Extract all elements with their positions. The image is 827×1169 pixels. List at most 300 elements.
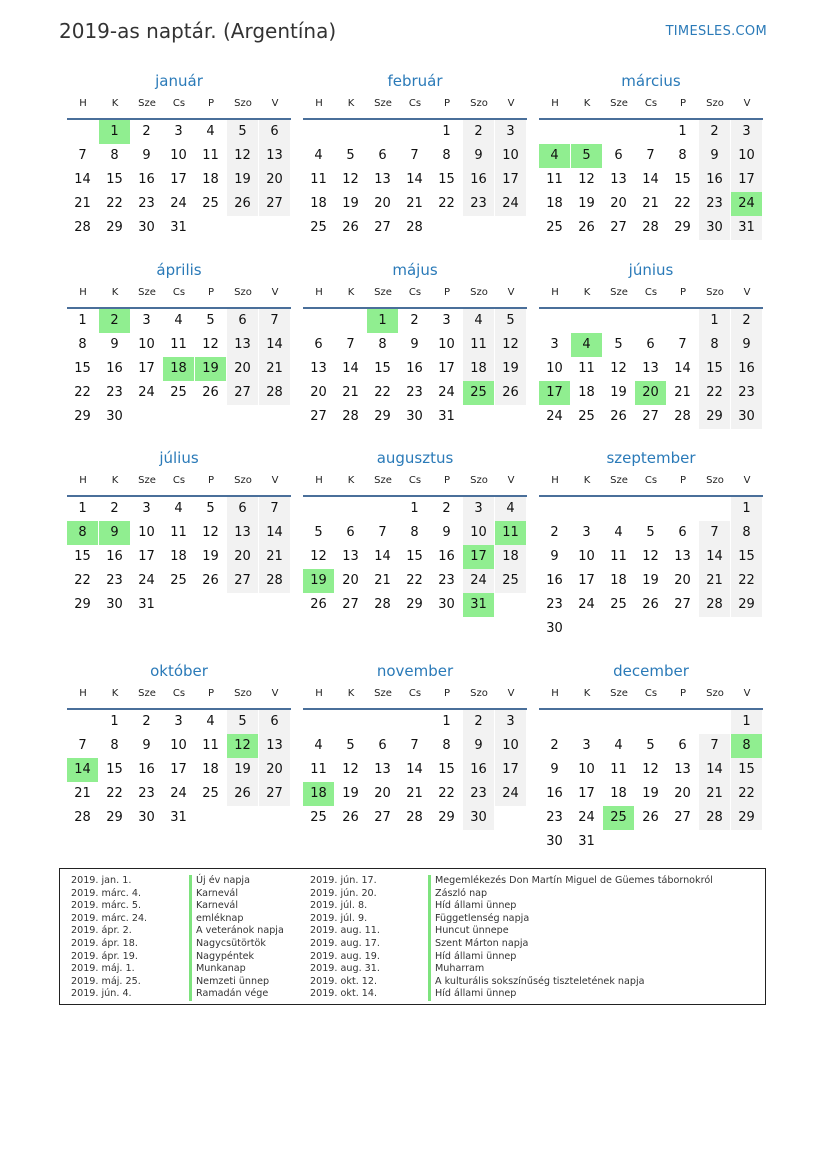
day-cell: 4 — [495, 497, 526, 521]
day-grid — [67, 710, 291, 830]
weekday-label: K — [347, 98, 355, 109]
day-cell: 7 — [378, 525, 387, 540]
day-cell: 3 — [174, 124, 183, 139]
day-cell: 7 — [78, 738, 87, 753]
month-name: február — [387, 72, 443, 90]
day-cell: 17 — [495, 168, 526, 192]
legend-holiday-name: Karnevál — [189, 888, 238, 901]
weekday-header — [303, 471, 527, 497]
day-cell: 1 — [442, 714, 451, 729]
day-cell: 21 — [74, 196, 91, 211]
legend-row — [71, 913, 284, 926]
holiday-day-cell: 25 — [463, 381, 494, 405]
day-cell: 20 — [610, 196, 627, 211]
day-cell: 11 — [546, 172, 563, 187]
day-cell: 14 — [74, 172, 91, 187]
empty-cell — [335, 710, 366, 734]
legend-holiday-name: Híd állami ünnep — [428, 951, 516, 964]
day-grid — [67, 497, 291, 617]
holiday-day-cell: 2 — [99, 309, 130, 333]
weekday-label: Szo — [706, 475, 724, 486]
day-cell: 8 — [678, 148, 687, 163]
weekday-label: K — [111, 688, 119, 699]
day-cell: 22 — [699, 381, 730, 405]
day-cell: 26 — [202, 385, 219, 400]
day-cell: 1 — [731, 710, 762, 734]
day-cell: 2 — [463, 710, 494, 734]
weekday-label: Sze — [610, 98, 628, 109]
day-cell: 31 — [731, 216, 762, 240]
legend-date: 2019. júl. 8. — [310, 900, 368, 912]
day-cell: 28 — [674, 409, 691, 424]
day-cell: 21 — [374, 573, 391, 588]
day-cell: 27 — [374, 810, 391, 825]
day-cell: 2 — [550, 738, 559, 753]
day-cell: 21 — [674, 385, 691, 400]
weekday-label: H — [551, 688, 559, 699]
day-cell: 26 — [610, 409, 627, 424]
day-grid — [67, 120, 291, 240]
day-cell: 13 — [227, 333, 258, 357]
weekday-label: K — [111, 287, 119, 298]
month-name: március — [621, 72, 681, 90]
legend-row — [310, 925, 713, 938]
day-cell: 9 — [699, 144, 730, 168]
day-cell: 30 — [546, 834, 563, 849]
day-cell: 13 — [310, 361, 327, 376]
day-cell: 28 — [259, 381, 290, 405]
day-cell: 10 — [170, 738, 187, 753]
weekday-label: K — [347, 688, 355, 699]
day-cell: 16 — [463, 168, 494, 192]
empty-cell — [539, 120, 570, 144]
empty-cell — [303, 497, 334, 521]
day-cell: 4 — [614, 525, 623, 540]
day-cell: 9 — [463, 734, 494, 758]
weekday-header — [539, 283, 763, 309]
day-cell: 26 — [578, 220, 595, 235]
day-grid — [539, 309, 763, 429]
weekday-header — [303, 283, 527, 309]
day-cell: 11 — [310, 172, 327, 187]
day-cell: 20 — [674, 573, 691, 588]
day-cell: 6 — [378, 148, 387, 163]
day-cell: 14 — [699, 758, 730, 782]
legend-date: 2019. okt. 12. — [310, 975, 378, 987]
day-cell: 6 — [259, 120, 290, 144]
day-cell: 7 — [646, 148, 655, 163]
day-cell: 24 — [578, 597, 595, 612]
holiday-day-cell: 19 — [303, 569, 334, 593]
empty-cell — [635, 710, 666, 734]
day-cell: 3 — [582, 738, 591, 753]
day-cell: 15 — [731, 758, 762, 782]
legend-date: 2019. máj. 25. — [71, 975, 141, 987]
day-cell: 10 — [138, 337, 155, 352]
legend-date: 2019. máj. 1. — [71, 963, 135, 975]
day-cell: 5 — [206, 313, 215, 328]
day-cell: 24 — [438, 385, 455, 400]
weekday-label: P — [443, 688, 451, 699]
day-cell: 5 — [314, 525, 323, 540]
legend-date: 2019. jan. 1. — [71, 875, 132, 886]
day-cell: 8 — [378, 337, 387, 352]
day-cell: 27 — [259, 192, 290, 216]
day-cell: 4 — [614, 738, 623, 753]
day-cell: 2 — [142, 714, 151, 729]
empty-cell — [303, 120, 334, 144]
day-cell: 13 — [642, 361, 659, 376]
day-cell: 7 — [259, 309, 290, 333]
weekday-label: Cs — [408, 475, 422, 486]
day-cell: 6 — [614, 148, 623, 163]
weekday-label: K — [583, 287, 591, 298]
holiday-day-cell: 20 — [635, 381, 666, 405]
day-cell: 9 — [142, 148, 151, 163]
month-name: december — [613, 662, 689, 680]
day-cell: 24 — [138, 573, 155, 588]
weekday-label: V — [271, 475, 279, 486]
day-cell: 15 — [106, 762, 123, 777]
legend-holiday-name: emléknap — [189, 913, 243, 926]
day-cell: 26 — [642, 597, 659, 612]
day-cell: 1 — [731, 497, 762, 521]
day-cell: 14 — [674, 361, 691, 376]
day-cell: 1 — [78, 313, 87, 328]
day-cell: 28 — [74, 220, 91, 235]
legend-row — [71, 988, 284, 1001]
day-cell: 24 — [138, 385, 155, 400]
day-cell: 22 — [674, 196, 691, 211]
day-cell: 4 — [206, 124, 215, 139]
day-cell: 8 — [78, 337, 87, 352]
legend-holiday-name: Zászló nap — [428, 888, 487, 901]
legend-date: 2019. márc. 5. — [71, 900, 141, 912]
holiday-day-cell: 5 — [571, 144, 602, 168]
day-cell: 5 — [646, 738, 655, 753]
day-cell: 29 — [699, 405, 730, 429]
day-cell: 29 — [674, 220, 691, 235]
day-cell: 14 — [406, 172, 423, 187]
day-cell: 17 — [731, 168, 762, 192]
day-cell: 28 — [74, 810, 91, 825]
legend-row — [71, 925, 284, 938]
day-cell: 30 — [406, 409, 423, 424]
month-name: április — [156, 261, 202, 279]
holiday-day-cell: 8 — [731, 734, 762, 758]
weekday-label: P — [207, 475, 215, 486]
day-cell: 9 — [550, 549, 559, 564]
legend-column-right — [310, 875, 713, 1001]
day-cell: 23 — [546, 810, 563, 825]
day-cell: 1 — [110, 714, 119, 729]
day-cell: 6 — [678, 738, 687, 753]
month-7 — [67, 448, 291, 617]
day-cell: 17 — [138, 361, 155, 376]
day-cell: 14 — [374, 549, 391, 564]
weekday-label: Sze — [610, 475, 628, 486]
month-4 — [67, 260, 291, 429]
day-cell: 28 — [374, 597, 391, 612]
weekday-label: Szo — [234, 98, 252, 109]
legend-row — [310, 913, 713, 926]
day-cell: 11 — [170, 525, 187, 540]
day-cell: 14 — [259, 521, 290, 545]
holiday-day-cell: 4 — [539, 144, 570, 168]
day-cell: 30 — [546, 621, 563, 636]
weekday-label: Cs — [172, 688, 186, 699]
day-cell: 23 — [106, 385, 123, 400]
day-cell: 20 — [374, 786, 391, 801]
day-cell: 17 — [578, 573, 595, 588]
day-cell: 3 — [731, 120, 762, 144]
day-cell: 13 — [374, 762, 391, 777]
day-cell: 13 — [227, 521, 258, 545]
weekday-label: K — [583, 475, 591, 486]
month-12 — [539, 661, 763, 854]
day-cell: 5 — [227, 710, 258, 734]
day-cell: 10 — [578, 762, 595, 777]
day-cell: 7 — [699, 734, 730, 758]
empty-cell — [635, 120, 666, 144]
day-cell: 22 — [74, 385, 91, 400]
day-cell: 15 — [731, 545, 762, 569]
legend-row — [310, 938, 713, 951]
legend-date: 2019. ápr. 18. — [71, 937, 138, 949]
legend-holiday-name: Új év napja — [189, 875, 250, 888]
holiday-day-cell: 1 — [99, 120, 130, 144]
day-cell: 23 — [699, 192, 730, 216]
weekday-label: K — [111, 475, 119, 486]
empty-cell — [367, 497, 398, 521]
day-cell: 21 — [259, 545, 290, 569]
day-cell: 16 — [406, 361, 423, 376]
holiday-day-cell: 17 — [539, 381, 570, 405]
day-cell: 24 — [170, 196, 187, 211]
day-cell: 16 — [138, 172, 155, 187]
day-cell: 27 — [259, 782, 290, 806]
day-cell: 15 — [106, 172, 123, 187]
weekday-label: Szo — [234, 688, 252, 699]
day-cell: 25 — [202, 196, 219, 211]
day-cell: 13 — [674, 549, 691, 564]
legend-date: 2019. júl. 9. — [310, 912, 368, 924]
empty-cell — [603, 120, 634, 144]
weekday-label: V — [507, 688, 515, 699]
day-cell: 27 — [227, 381, 258, 405]
weekday-label: Szo — [470, 688, 488, 699]
day-cell: 3 — [550, 337, 559, 352]
day-cell: 9 — [142, 738, 151, 753]
legend-date: 2019. aug. 11. — [310, 925, 380, 937]
day-cell: 21 — [74, 786, 91, 801]
day-cell: 29 — [106, 220, 123, 235]
day-cell: 7 — [410, 148, 419, 163]
day-cell: 2 — [699, 120, 730, 144]
day-cell: 4 — [463, 309, 494, 333]
empty-cell — [399, 120, 430, 144]
empty-cell — [67, 710, 98, 734]
legend-date: 2019. jún. 4. — [71, 988, 132, 1000]
day-cell: 18 — [202, 172, 219, 187]
weekday-label: P — [679, 287, 687, 298]
legend-holiday-name: A kulturális sokszínűség tiszteletének napja — [428, 976, 645, 989]
day-cell: 29 — [74, 597, 91, 612]
day-cell: 16 — [699, 168, 730, 192]
day-cell: 19 — [202, 549, 219, 564]
day-cell: 25 — [170, 573, 187, 588]
weekday-label: Cs — [408, 287, 422, 298]
legend-holiday-name: Szent Márton napja — [428, 938, 528, 951]
day-cell: 6 — [314, 337, 323, 352]
empty-cell — [539, 309, 570, 333]
site-link[interactable]: TIMESLES.COM — [665, 24, 767, 39]
day-cell: 23 — [138, 786, 155, 801]
day-cell: 20 — [227, 545, 258, 569]
month-5 — [303, 260, 527, 429]
day-cell: 21 — [406, 196, 423, 211]
day-cell: 11 — [170, 337, 187, 352]
day-cell: 19 — [578, 196, 595, 211]
day-cell: 29 — [106, 810, 123, 825]
weekday-label: Szo — [706, 688, 724, 699]
day-cell: 23 — [438, 573, 455, 588]
legend-holiday-name: Híd állami ünnep — [428, 900, 516, 913]
day-cell: 21 — [342, 385, 359, 400]
empty-cell — [571, 710, 602, 734]
day-cell: 21 — [259, 357, 290, 381]
day-cell: 12 — [642, 549, 659, 564]
day-cell: 25 — [202, 786, 219, 801]
day-cell: 27 — [374, 220, 391, 235]
day-cell: 15 — [438, 172, 455, 187]
legend-holiday-name: Nemzeti ünnep — [189, 976, 269, 989]
day-cell: 2 — [142, 124, 151, 139]
day-cell: 4 — [174, 313, 183, 328]
day-cell: 26 — [342, 810, 359, 825]
day-cell: 24 — [578, 810, 595, 825]
holiday-day-cell: 12 — [227, 734, 258, 758]
day-cell: 8 — [731, 521, 762, 545]
holiday-day-cell: 24 — [731, 192, 762, 216]
day-grid — [303, 710, 527, 830]
weekday-label: Szo — [470, 475, 488, 486]
legend-row — [310, 951, 713, 964]
day-cell: 10 — [463, 521, 494, 545]
empty-cell — [303, 710, 334, 734]
day-cell: 6 — [227, 497, 258, 521]
day-cell: 25 — [578, 409, 595, 424]
day-cell: 16 — [546, 786, 563, 801]
empty-cell — [603, 710, 634, 734]
weekday-label: P — [207, 287, 215, 298]
day-cell: 21 — [699, 782, 730, 806]
day-cell: 25 — [610, 597, 627, 612]
day-cell: 19 — [610, 385, 627, 400]
day-cell: 28 — [699, 806, 730, 830]
day-cell: 16 — [546, 573, 563, 588]
day-cell: 25 — [310, 220, 327, 235]
weekday-label: Szo — [234, 475, 252, 486]
day-cell: 22 — [374, 385, 391, 400]
weekday-label: V — [507, 475, 515, 486]
day-cell: 11 — [202, 148, 219, 163]
legend-holiday-name: Nagycsütörtök — [189, 938, 266, 951]
day-cell: 3 — [495, 710, 526, 734]
day-cell: 15 — [406, 549, 423, 564]
weekday-label: P — [443, 287, 451, 298]
month-9 — [539, 448, 763, 641]
holiday-day-cell: 19 — [195, 357, 226, 381]
day-cell: 22 — [106, 196, 123, 211]
day-cell: 7 — [678, 337, 687, 352]
legend-holiday-name: Karnevál — [189, 900, 238, 913]
day-cell: 25 — [546, 220, 563, 235]
day-cell: 25 — [170, 385, 187, 400]
month-name: november — [376, 662, 454, 680]
weekday-label: Cs — [644, 475, 658, 486]
day-cell: 21 — [642, 196, 659, 211]
weekday-label: Cs — [408, 98, 422, 109]
day-cell: 4 — [206, 714, 215, 729]
empty-cell — [603, 309, 634, 333]
day-cell: 20 — [259, 168, 290, 192]
holiday-day-cell: 11 — [495, 521, 526, 545]
empty-cell — [399, 710, 430, 734]
day-cell: 8 — [110, 148, 119, 163]
day-cell: 18 — [610, 573, 627, 588]
empty-cell — [667, 497, 698, 521]
day-cell: 18 — [463, 357, 494, 381]
day-cell: 9 — [410, 337, 419, 352]
day-cell: 30 — [438, 597, 455, 612]
day-cell: 20 — [227, 357, 258, 381]
weekday-label: K — [347, 475, 355, 486]
legend-date: 2019. aug. 31. — [310, 963, 380, 975]
day-cell: 3 — [174, 714, 183, 729]
day-cell: 26 — [495, 381, 526, 405]
weekday-label: Sze — [138, 475, 156, 486]
day-cell: 13 — [610, 172, 627, 187]
weekday-label: Sze — [610, 287, 628, 298]
day-cell: 19 — [227, 758, 258, 782]
day-cell: 15 — [438, 762, 455, 777]
day-cell: 27 — [610, 220, 627, 235]
day-cell: 3 — [463, 497, 494, 521]
holiday-day-cell: 14 — [67, 758, 98, 782]
day-cell: 17 — [438, 361, 455, 376]
day-cell: 22 — [74, 573, 91, 588]
holiday-legend — [59, 868, 766, 1005]
day-cell: 27 — [310, 409, 327, 424]
day-cell: 17 — [170, 172, 187, 187]
day-cell: 8 — [442, 148, 451, 163]
day-cell: 15 — [674, 172, 691, 187]
day-cell: 18 — [546, 196, 563, 211]
day-grid — [303, 497, 527, 617]
day-cell: 23 — [138, 196, 155, 211]
day-cell: 29 — [74, 409, 91, 424]
day-cell: 8 — [699, 333, 730, 357]
holiday-day-cell: 18 — [163, 357, 194, 381]
day-cell: 28 — [699, 593, 730, 617]
day-grid — [303, 309, 527, 429]
day-cell: 20 — [374, 196, 391, 211]
day-cell: 3 — [442, 313, 451, 328]
day-cell: 24 — [546, 409, 563, 424]
day-cell: 4 — [314, 738, 323, 753]
weekday-label: Sze — [138, 287, 156, 298]
